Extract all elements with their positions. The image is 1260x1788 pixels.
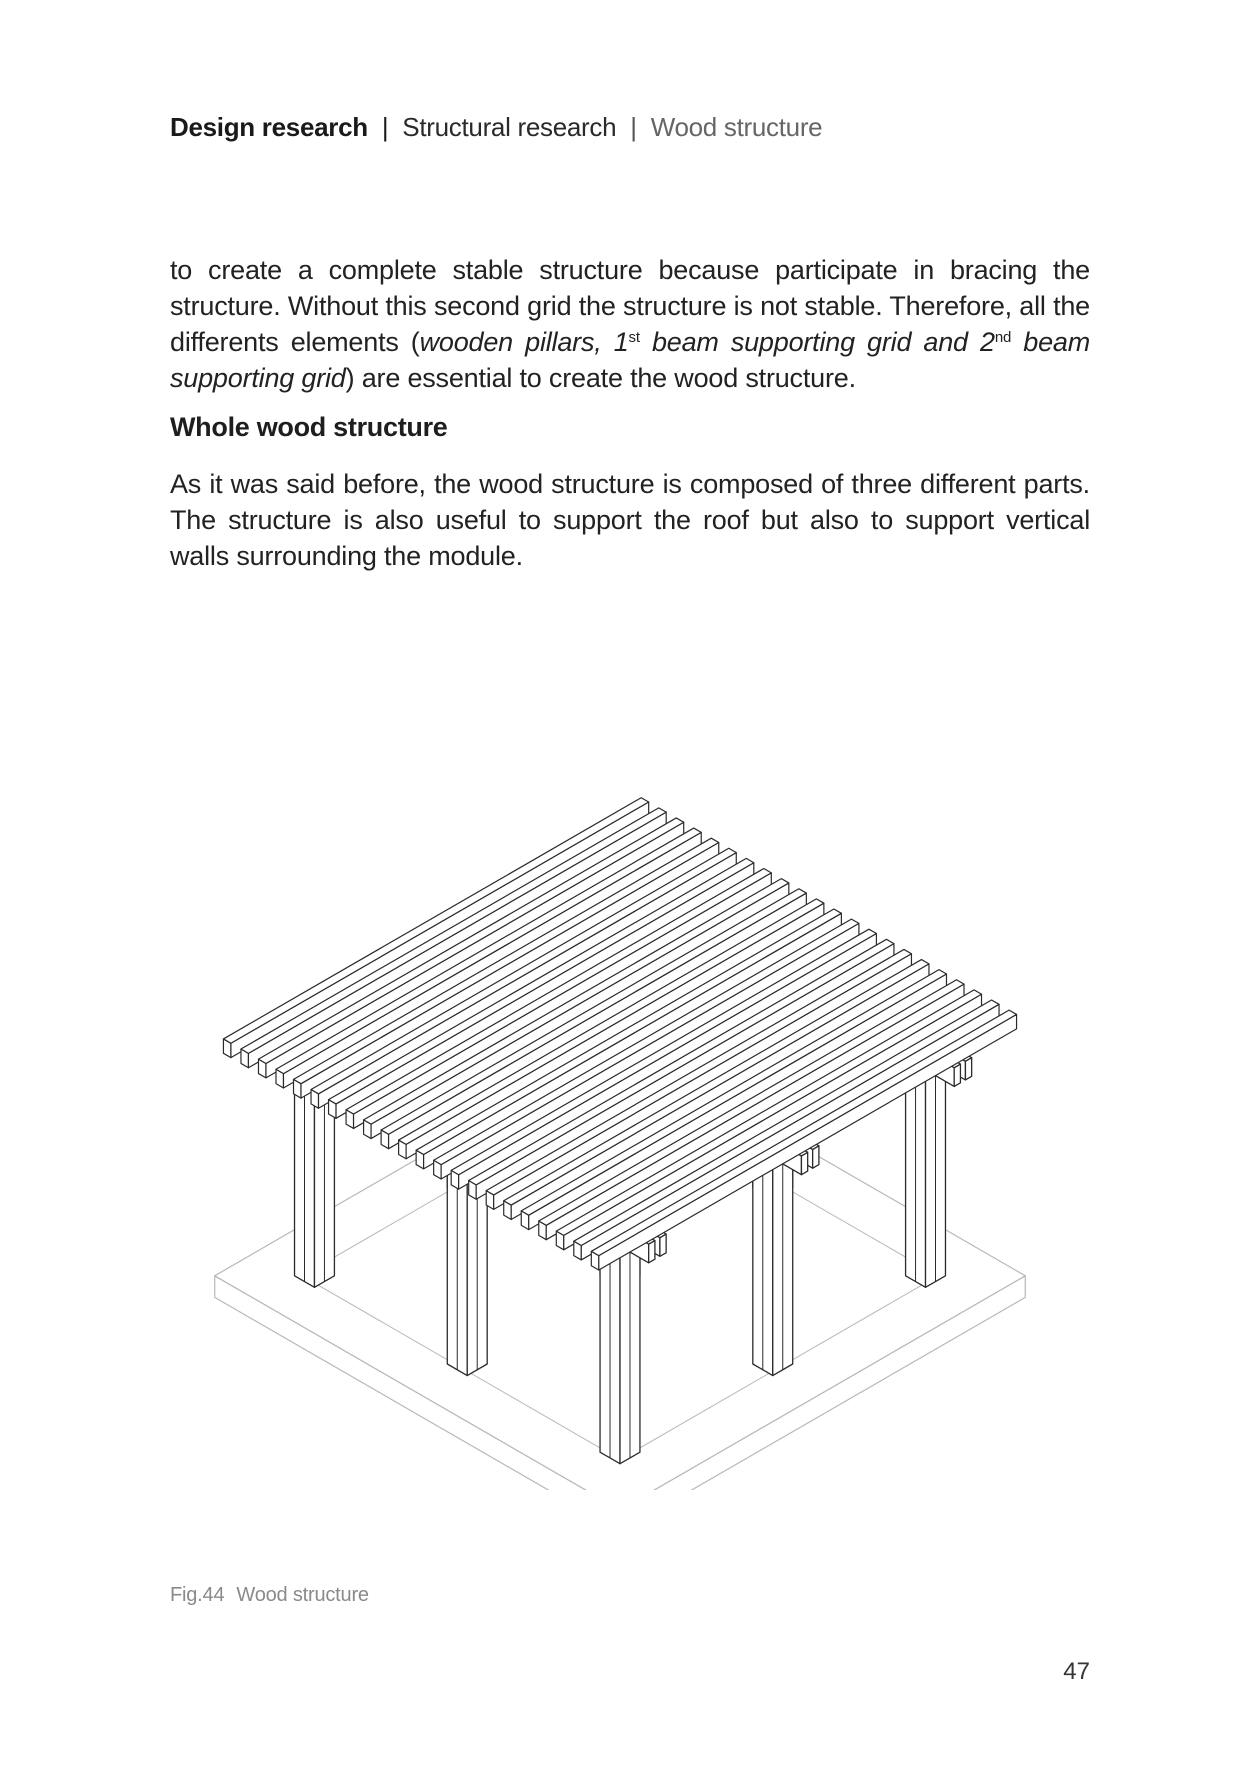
breadcrumb-design-research: Design research bbox=[170, 112, 368, 142]
figure-caption bbox=[170, 1584, 369, 1607]
page-number: 47 bbox=[1063, 1658, 1090, 1685]
intro-italic-b: beam supporting grid and 2 bbox=[639, 327, 995, 357]
intro-sup-st: st bbox=[628, 329, 640, 346]
section-heading: Whole wood structure bbox=[170, 412, 448, 442]
intro-sup-nd: nd bbox=[994, 329, 1012, 346]
figure-label: Fig.44 bbox=[170, 1584, 225, 1606]
intro-text-a: to create a complete stable structure because participate in bracing the structure. Without this second grid the structure is not stable. Therefore, all the differents elements ( bbox=[170, 255, 1090, 357]
figure-caption-text: Wood structure bbox=[236, 1584, 369, 1606]
intro-paragraph bbox=[170, 252, 1090, 396]
intro-italic-a: wooden pillars, 1 bbox=[419, 327, 629, 357]
section-paragraph: As it was said before, the wood structure is composed of three different parts. The structure is also useful to support the roof but also to support vertical walls surrounding the module. bbox=[170, 469, 1090, 571]
intro-text-b: ) are essential to create the wood structure. bbox=[345, 363, 856, 393]
wood-structure-drawing bbox=[180, 700, 1080, 1490]
breadcrumb-structural-research: Structural research bbox=[402, 112, 617, 142]
breadcrumb-separator: | bbox=[630, 112, 637, 142]
breadcrumb-wood-structure: Wood structure bbox=[650, 112, 823, 142]
wood-structure-figure bbox=[180, 700, 1080, 1490]
beam-supporting-grid-2 bbox=[223, 798, 1016, 1270]
breadcrumb-separator: | bbox=[381, 112, 389, 142]
intro-italic-c: beam supporting grid bbox=[170, 327, 1091, 393]
breadcrumb bbox=[170, 112, 822, 143]
